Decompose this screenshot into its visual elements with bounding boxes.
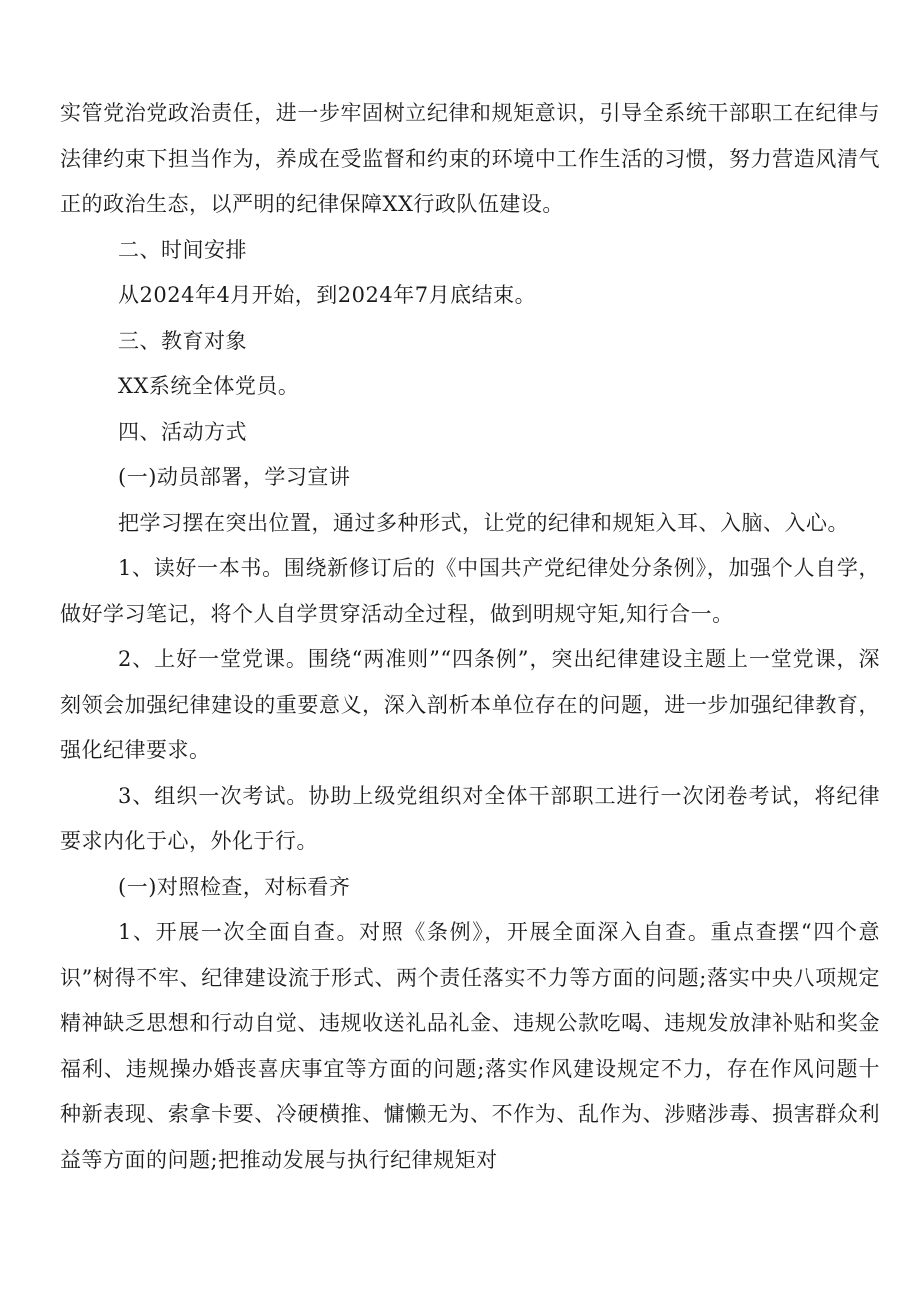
- list-item-exam: 3、组织一次考试。协助上级党组织对全体干部职工进行一次闭卷考试，将纪律要求内化于心，外化于行。: [60, 783, 880, 853]
- subheading-mobilize: (一)动员部署，学习宣讲: [118, 465, 351, 489]
- paragraph-schedule: 从2024年4月开始，到2024年7月底结束。: [118, 283, 537, 307]
- list-item-party-lecture: 2、上好一堂党课。围绕“两准则”“四条例”，突出纪律建设主题上一堂党课，深刻领会加强纪律建设的重要意义，深入剖析本单位存在的问题，进一步加强纪律教育，强化纪律要求。: [60, 647, 880, 762]
- paragraph-audience: XX系统全体党员。: [118, 374, 300, 398]
- heading-schedule: 二、时间安排: [118, 237, 247, 262]
- document-body: [60, 91, 880, 1183]
- list-item-read-book: 1、读好一本书。围绕新修订后的《中国共产党纪律处分条例》，加强个人自学，做好学习笔记，将个人自学贯穿活动全过程，做到明规守矩,知行合一。: [60, 556, 880, 626]
- heading-methods: 四、活动方式: [118, 419, 247, 444]
- subheading-check: (一)对照检查，对标看齐: [118, 874, 351, 899]
- paragraph-mobilize: 把学习摆在突出位置，通过多种形式，让党的纪律和规矩入耳、入脑、入心。: [118, 510, 849, 535]
- list-item-self-check: 1、开展一次全面自查。对照《条例》，开展全面深入自查。重点查摆“四个意识”树得不牢、纪律建设流于形式、两个责任落实不力等方面的问题;落实中央八项规定精神缺乏思想和行动自觉、违规收送礼品礼金、违规公款吃喝、违规发放津补贴和奖金福利、违规操办婚丧喜庆事宜等方面的问题;落实作风建设规定不力，存在作风问题十种新表现、索拿卡要、冷硬横推、慵懒无为、不作为、乱作为、涉赌涉毒、损害群众利益等方面的问题;把推动发展与执行纪律规矩对: [60, 920, 880, 1172]
- paragraph-intro-continued: 实管党治党政治责任，进一步牢固树立纪律和规矩意识，引导全系统干部职工在纪律与法律约束下担当作为，养成在受监督和约束的环境中工作生活的习惯，努力营造风清气正的政治生态，以严明的纪律保障XX行政队伍建设。: [60, 101, 880, 216]
- heading-audience: 三、教育对象: [118, 328, 247, 353]
